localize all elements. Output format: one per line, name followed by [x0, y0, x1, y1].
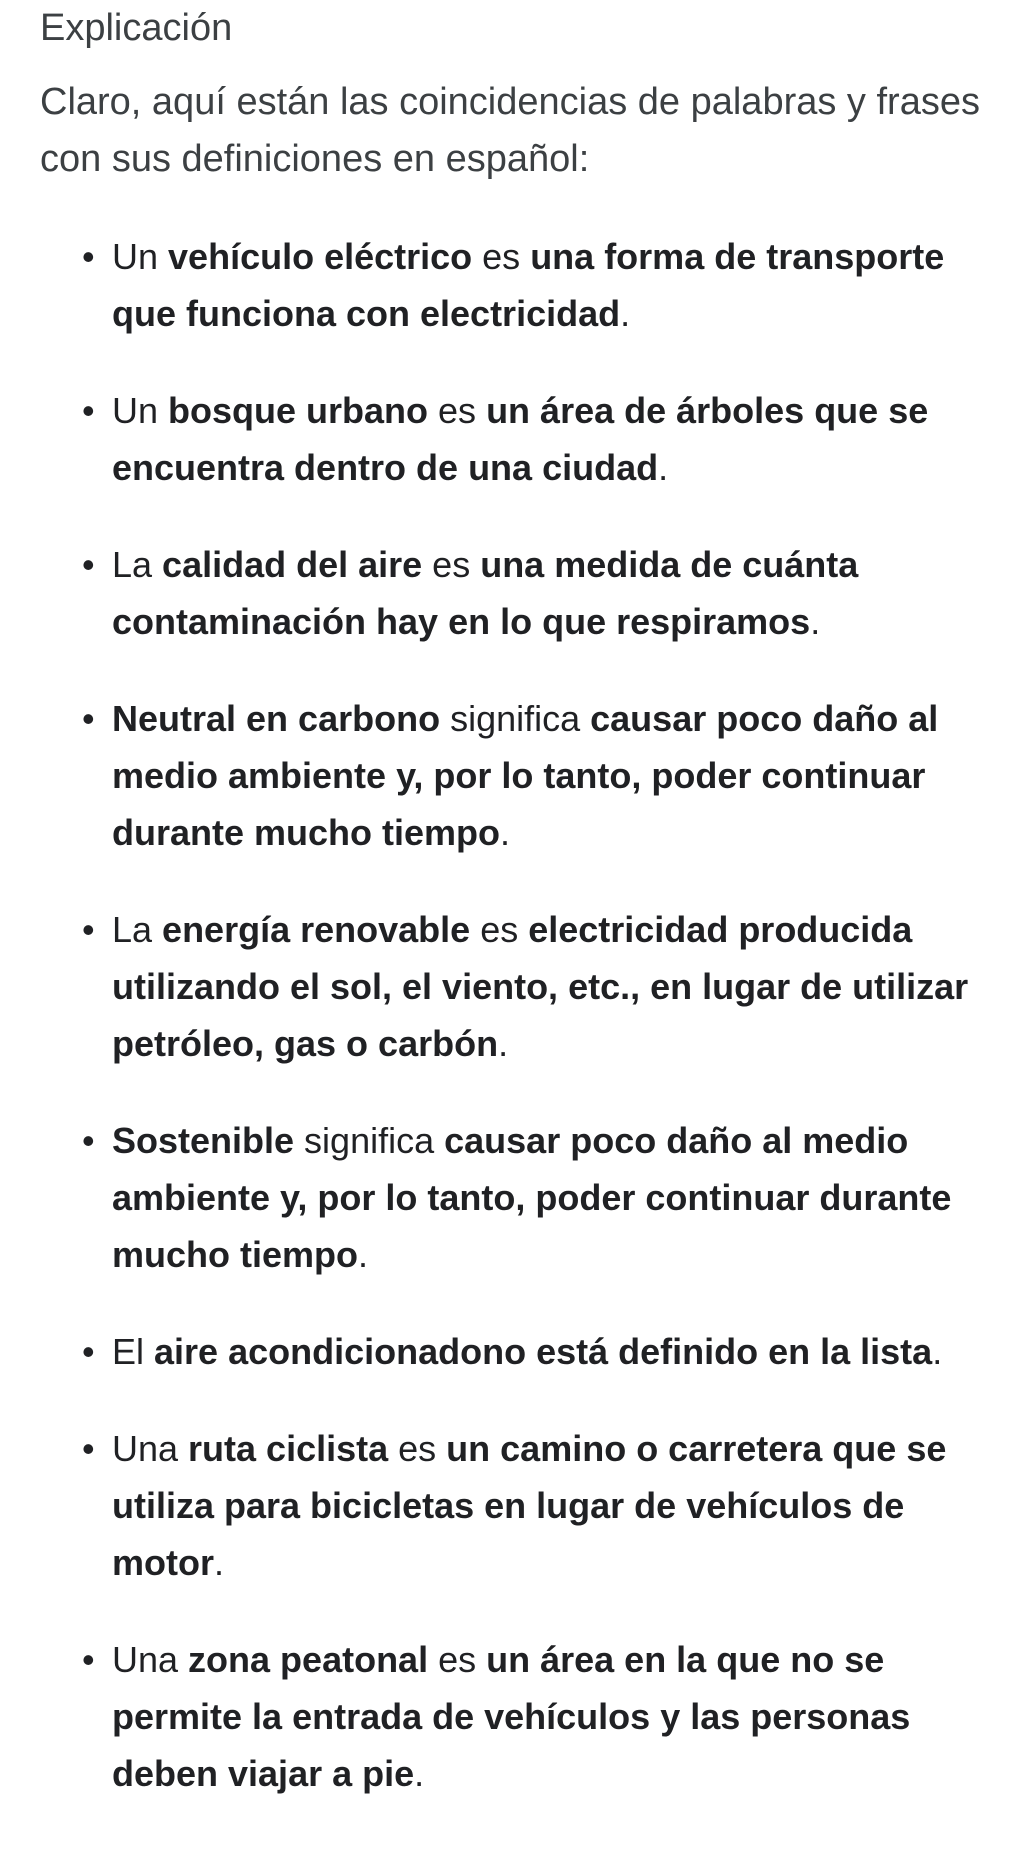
list-item: [82, 1323, 992, 1380]
item-prefix: Una: [112, 1639, 189, 1680]
item-period: .: [810, 601, 821, 642]
item-definition: un camino o carretera que se utiliza para bicicletas en lugar de vehículos de motor: [112, 1428, 947, 1583]
definitions-list: [40, 228, 992, 1802]
bullet-icon: •: [82, 698, 95, 739]
item-term: bosque urbano: [168, 390, 429, 431]
item-period: .: [620, 293, 631, 334]
bullet-icon: •: [82, 1120, 95, 1161]
item-term: Neutral en carbono: [112, 698, 441, 739]
item-period: .: [358, 1234, 369, 1275]
item-prefix: La: [112, 909, 163, 950]
bullet-icon: •: [82, 1639, 95, 1680]
item-period: .: [214, 1542, 225, 1583]
item-period: .: [498, 1023, 509, 1064]
explanation-heading: Explicación: [40, 7, 233, 49]
bullet-icon: •: [82, 390, 95, 431]
item-connector: es: [470, 909, 529, 950]
intro-text: Claro, aquí están las coincidencias de palabras y frases con sus definiciones en español:: [40, 81, 980, 180]
bullet-icon: •: [82, 1428, 95, 1469]
item-prefix: La: [112, 544, 163, 585]
list-item: [82, 1420, 992, 1591]
item-definition: electricidad producida utilizando el sol, el viento, etc., en lugar de utilizar petróleo, gas o carbón: [112, 909, 969, 1064]
item-term: ruta ciclista: [188, 1428, 389, 1469]
item-connector: es: [428, 390, 487, 431]
bullet-icon: •: [82, 1331, 95, 1372]
bullet-icon: •: [82, 544, 95, 585]
list-item: [82, 228, 992, 342]
item-connector: es: [422, 544, 481, 585]
list-item: [82, 536, 992, 650]
item-period: .: [414, 1753, 425, 1794]
item-definition: una forma de transporte que funciona con electricidad: [112, 236, 945, 334]
item-term: zona peatonal: [188, 1639, 429, 1680]
item-term: aire acondicionadono está definido en la lista: [154, 1331, 933, 1372]
bullet-icon: •: [82, 909, 95, 950]
item-term: vehículo eléctrico: [168, 236, 473, 277]
item-term: Sostenible: [112, 1120, 295, 1161]
item-connector: significa: [294, 1120, 445, 1161]
item-prefix: Un: [112, 390, 169, 431]
item-connector: es: [472, 236, 531, 277]
list-item: [82, 690, 992, 861]
item-period: .: [658, 447, 669, 488]
bullet-icon: •: [82, 236, 95, 277]
item-definition: un área de árboles que se encuentra dentro de una ciudad: [112, 390, 929, 488]
item-period: .: [932, 1331, 943, 1372]
item-prefix: Un: [112, 236, 169, 277]
list-item: [82, 382, 992, 496]
item-term: energía renovable: [162, 909, 471, 950]
list-item: [82, 1112, 992, 1283]
list-item: [82, 1631, 992, 1802]
item-period: .: [500, 812, 511, 853]
list-item: [82, 901, 992, 1072]
item-term: calidad del aire: [162, 544, 423, 585]
item-definition: una medida de cuánta contaminación hay en lo que respiramos: [112, 544, 859, 642]
item-connector: es: [428, 1639, 487, 1680]
item-prefix: Una: [112, 1428, 189, 1469]
item-connector: significa: [440, 698, 591, 739]
item-connector: es: [388, 1428, 447, 1469]
item-definition: un área en la que no se permite la entrada de vehículos y las personas deben viajar a pie: [112, 1639, 911, 1794]
item-definition: causar poco daño al medio ambiente y, por lo tanto, poder continuar durante mucho tiempo: [112, 698, 939, 853]
item-definition: causar poco daño al medio ambiente y, por lo tanto, poder continuar durante mucho tiempo: [112, 1120, 952, 1275]
item-prefix: El: [112, 1331, 155, 1372]
